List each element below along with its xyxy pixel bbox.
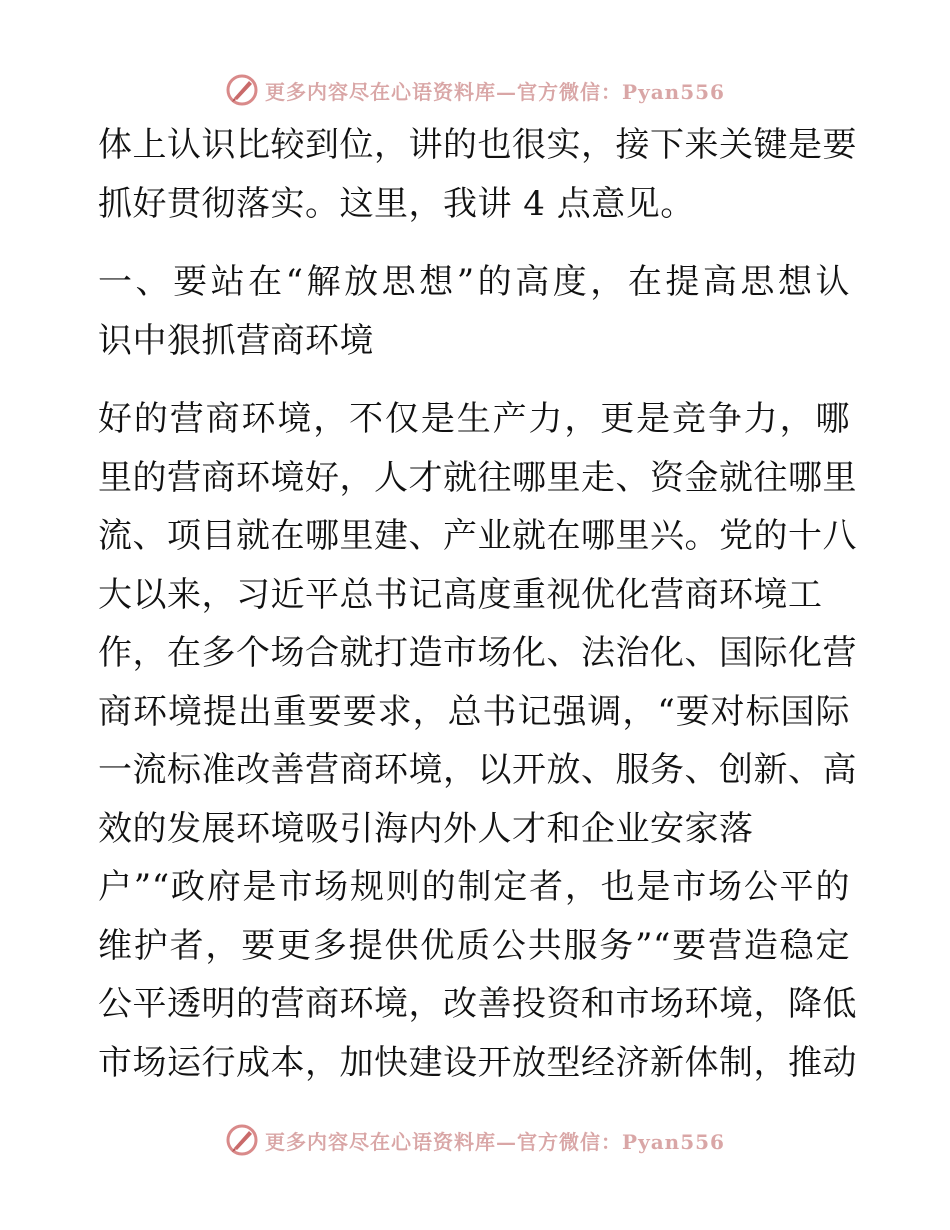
watermark-header (0, 70, 950, 110)
section-heading-line: 识中狠抓营商环境 (98, 320, 374, 361)
text-line: 好的营商环境，不仅是生产力，更是竞争力，哪 (98, 399, 850, 439)
watermark-text: 更多内容尽在心语资料库—官方微信：Pyan556 (265, 1129, 725, 1154)
text-line: 商环境提出重要要求，总书记强调，“要对标国际 (98, 691, 850, 732)
quill-logo-icon (225, 1123, 259, 1157)
text-line: 一流标准改善营商环境，以开放、服务、创新、高 (98, 750, 857, 790)
text-line: 体上认识比较到位，讲的也很实，接下来关键是要 (98, 125, 857, 165)
section-heading-line: 一、要站在“解放思想”的高度，在提高思想认 (98, 262, 850, 302)
text-line: 公平透明的营商环境，改善投资和市场环境，降低 (98, 984, 857, 1024)
watermark-text: 更多内容尽在心语资料库—官方微信：Pyan556 (265, 79, 725, 104)
text-line: 大以来，习近平总书记高度重视优化营商环境工 (98, 574, 823, 615)
watermark-footer (0, 1120, 950, 1160)
text-line: 流、项目就在哪里建、产业就在哪里兴。党的十八 (98, 516, 857, 556)
text-line: 作，在多个场合就打造市场化、法治化、国际化营 (98, 633, 857, 673)
text-line: 维护者，要更多提供优质公共服务”“要营造稳定 (98, 925, 850, 966)
text-line: 效的发展环境吸引海内外人才和企业安家落 (98, 808, 754, 849)
text-line: 抓好贯彻落实。这里，我讲 4 点意见。 (98, 183, 695, 224)
quill-logo-icon (225, 73, 259, 107)
text-line: 户”“政府是市场规则的制定者，也是市场公平的 (98, 867, 850, 907)
text-line: 市场运行成本，加快建设开放型经济新体制，推动 (98, 1042, 857, 1083)
document-body (98, 116, 857, 1092)
text-line: 里的营商环境好，人才就往哪里走、资金就往哪里 (98, 457, 857, 498)
